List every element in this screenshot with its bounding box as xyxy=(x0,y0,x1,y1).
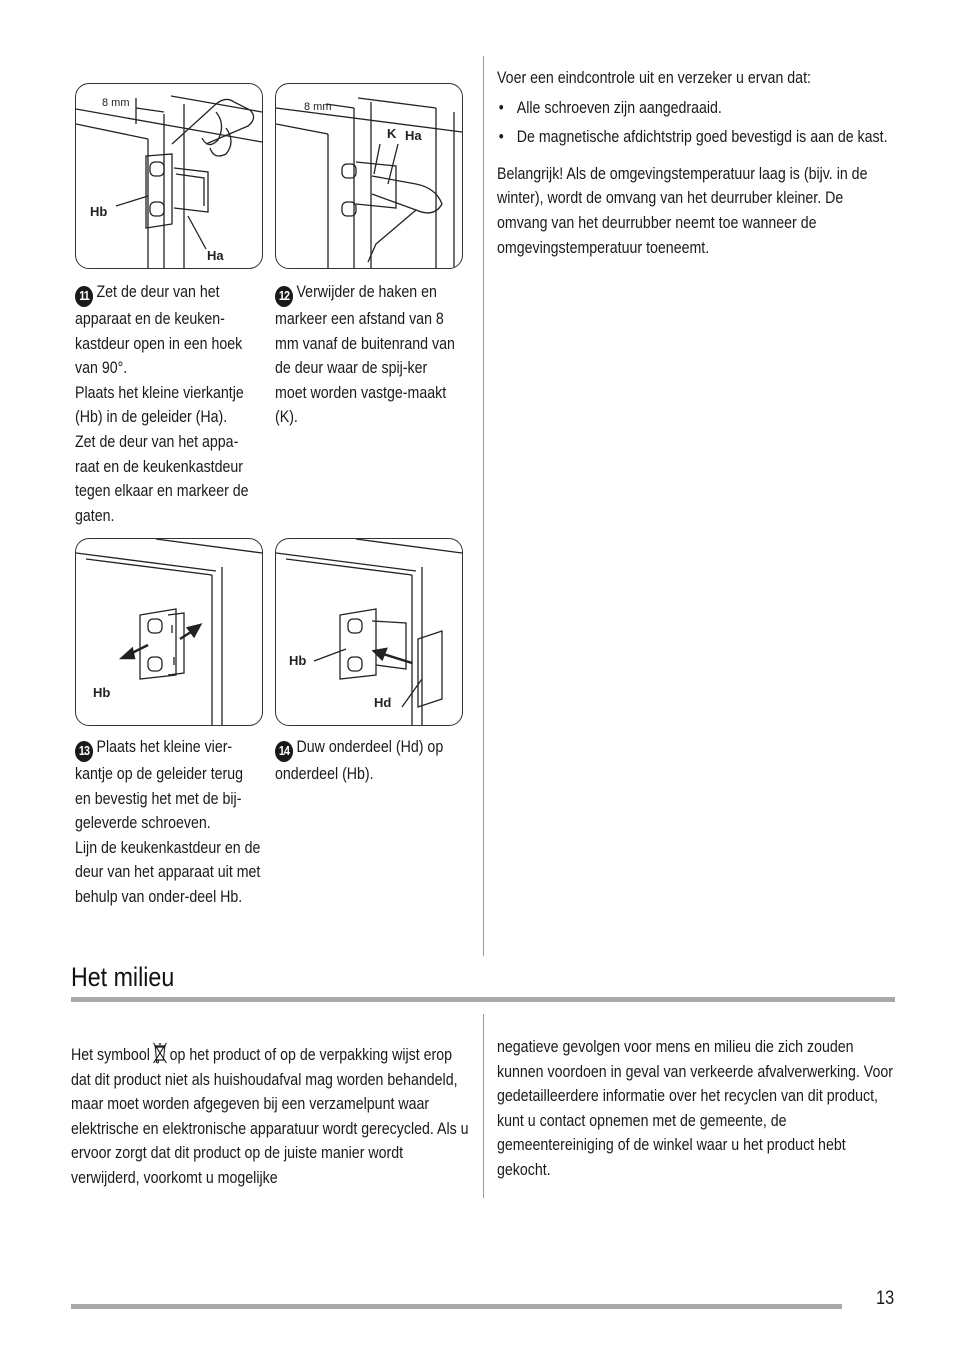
part-label-ha: Ha xyxy=(405,128,422,143)
step-14-text xyxy=(275,735,462,787)
list-item: • Alle schroeven zijn aangedraaid. xyxy=(497,96,893,121)
environment-right-text: negatieve gevolgen voor mens en milieu die zich zouden kunnen voordoen in geval van verkeerde afvalverwerking. Voor gedetailleerdere informatie over het recyclen van dit product, kunt u contact opnemen met de gemeente, de gemeentereiniging of de winkel waar u het product hebt gekocht. xyxy=(497,1038,893,1179)
illustration-bracket-reattach xyxy=(76,539,262,725)
illustration-hinge-marking xyxy=(76,84,262,268)
part-label-hb: Hb xyxy=(93,685,111,700)
list-item: • De magnetische afdichtstrip goed bevestigd is aan de kast. xyxy=(497,125,893,150)
footer-rule xyxy=(71,1304,842,1309)
step-number-badge: 12 xyxy=(275,286,293,307)
important-text: Als de omgevingstemperatuur laag is (bijv. in de winter), wordt de omvang van het deurruber kleiner. De omvang van het deurrubber neemt toe wanneer de omgevingstemperatuur toeneemt. xyxy=(497,164,868,257)
part-label-k: K xyxy=(387,126,397,141)
step-13-para-2: Lijn de keukenkastdeur en de deur van het apparaat uit met behulp van onder-deel Hb. xyxy=(75,838,261,906)
part-label-hb: Hb xyxy=(90,204,108,219)
important-label: Belangrijk! xyxy=(497,164,564,183)
dimension-label: 8 mm xyxy=(102,97,130,109)
page-number: 13 xyxy=(876,1288,895,1309)
step-11-para-2: Plaats het kleine vierkantje (Hb) in de geleider (Ha). xyxy=(75,383,244,427)
figure-step-12 xyxy=(275,83,463,269)
environment-left-text: Het symbool op het product of op de verpakking wijst erop dat dit product niet als huishoudafval mag worden behandeld, maar moet worden afgegeven bij een verzamelpunt waar elektrische en elektronische apparatuur wordt gerecycled. Als u ervoor zorgt dat dit product op de juiste manier wordt verwijderd, voorkomt u mogelijke xyxy=(71,1042,473,1191)
important-note xyxy=(497,162,893,260)
part-label-ha: Ha xyxy=(207,248,224,263)
column-divider xyxy=(483,1014,484,1198)
step-13-text xyxy=(75,735,262,910)
crossed-out-wheelie-bin-icon xyxy=(152,1042,168,1064)
section-title: Het milieu xyxy=(71,962,175,992)
step-11-para-3: Zet de deur van het appa-raat en de keukenkastdeur tegen elkaar en markeer de gaten. xyxy=(75,432,249,525)
step-11-text xyxy=(75,280,262,528)
section-rule xyxy=(71,997,895,1002)
final-check-list xyxy=(497,96,893,150)
illustration-cover-attach xyxy=(276,539,462,725)
step-number-badge: 11 xyxy=(75,286,93,307)
step-12-text xyxy=(275,280,462,430)
dimension-label: 8 mm xyxy=(304,101,332,113)
step-13-para-1: 13 Plaats het kleine vier-kantje op de geleider terug en bevestig het met de bij-geleverde schroeven. xyxy=(75,738,244,833)
figure-step-13 xyxy=(75,538,263,726)
step-12-para: Verwijder de haken en markeer een afstand van 8 mm vanaf de buitenrand van de deur waar de spij-ker moet worden vastge-maakt (K). xyxy=(275,283,455,427)
column-divider xyxy=(483,56,484,956)
step-11-para-1: 11 Zet de deur van het apparaat en de keuken-kastdeur open in een hoek van 90°. xyxy=(75,283,243,378)
figure-step-14 xyxy=(275,538,463,726)
part-label-hb: Hb xyxy=(289,653,307,668)
step-number-badge: 14 xyxy=(275,741,293,762)
step-14-para: Duw onderdeel (Hd) op onderdeel (Hb). xyxy=(275,738,444,783)
illustration-nail-position xyxy=(276,84,462,268)
final-check-section xyxy=(497,66,893,260)
step-number-badge: 13 xyxy=(75,741,93,762)
figure-step-11 xyxy=(75,83,263,269)
final-check-intro: Voer een eindcontrole uit en verzeker u ervan dat: xyxy=(497,69,811,87)
part-label-hd: Hd xyxy=(374,695,392,710)
